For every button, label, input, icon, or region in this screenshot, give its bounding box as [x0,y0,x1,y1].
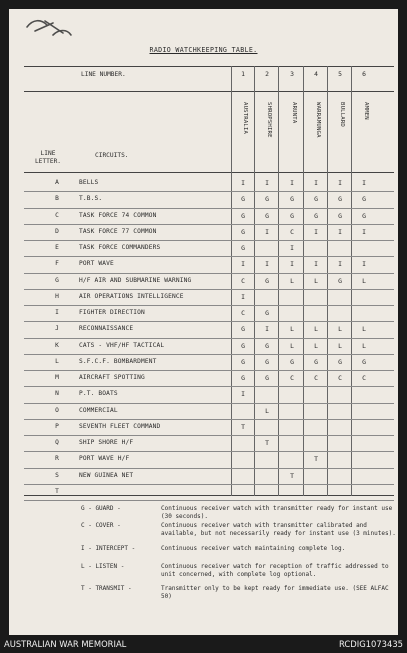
table-top-rule [24,66,394,67]
watch-cell: I [314,227,318,236]
watch-cell: I [314,260,318,269]
column-rule [327,66,328,496]
row-rule [24,338,394,339]
watch-cell: G [362,195,366,204]
circuit-name: TASK FORCE 77 COMMON [79,227,157,235]
watch-cell: L [314,276,318,285]
ship-name-2: SHROPSHIRE [266,102,272,138]
circuit-name: SEVENTH FLEET COMMAND [79,422,161,430]
watch-cell: G [241,211,245,220]
watch-cell: I [290,179,294,187]
legend-description: Continuous receiver watch with transmitter calibrated and available, but not necessarily ready for instant use (3 minutes). [161,522,396,538]
circuit-name: FIGHTER DIRECTION [79,309,145,316]
legend-code: T - TRANSMIT - [81,585,132,592]
watch-cell: G [290,357,294,366]
row-rule [24,468,394,469]
legend-code: I - INTERCEPT - [81,545,136,552]
line-letter-header: LINE LETTER. [34,150,62,165]
watch-cell: C [362,374,366,382]
ship-name-1: AUSTRALIA [242,102,248,135]
row-rule [24,191,394,192]
watch-cell: G [290,211,294,220]
circuit-name: TASK FORCE 74 COMMON [79,211,157,219]
line-letter: I [55,309,59,316]
line-letter: F [55,260,59,268]
watch-cell: I [265,260,269,269]
watch-cell: I [362,179,366,187]
watch-cell: G [362,211,366,220]
watch-cell: G [241,244,245,252]
column-rule [278,66,279,496]
circuit-name: P.T. BOATS [79,390,118,398]
watch-cell: G [241,374,245,382]
line-letter: C [55,211,59,219]
line-letter: P [55,422,59,430]
column-rule [351,66,352,496]
line-letter: L [55,357,59,365]
line-letter: O [55,406,59,414]
circuit-name: H/F AIR AND SUBMARINE WARNING [79,276,192,284]
row-rule [24,370,394,371]
line-number-3: 3 [290,70,294,78]
watch-cell: L [314,341,318,350]
watch-cell: I [265,179,269,187]
watch-cell: G [265,195,269,204]
watch-cell: G [314,195,318,204]
watch-cell: G [265,374,269,382]
line-letter: R [55,455,59,463]
row-rule [24,354,394,355]
watch-cell: I [265,227,269,236]
line-letter: D [55,227,59,235]
circuits-header: CIRCUITS. [95,152,129,159]
watch-cell: L [290,325,294,334]
line-number-2: 2 [265,70,269,78]
line-letter: J [55,325,59,333]
watch-cell: L [338,325,342,334]
circuit-name: RECONNAISSANCE [79,325,134,333]
legend-description: Transmitter only to be kept ready for immediate use. (SEE ALFAC 50) [161,585,389,601]
row-rule [24,273,394,274]
watch-cell: L [290,276,294,285]
watch-cell: G [314,357,318,366]
watch-cell: G [265,276,269,285]
circuit-name: TASK FORCE COMMANDERS [79,244,161,251]
ship-name-6: AMMEN [363,102,369,120]
row-rule [24,435,394,436]
legend-code: L - LISTEN - [81,563,125,570]
watch-cell: T [290,471,294,480]
watch-cell: G [290,195,294,204]
row-rule [24,500,394,501]
ship-name-5: BULLARD [339,102,345,127]
watch-cell: L [362,276,366,285]
watch-cell: I [241,179,245,187]
watch-cell: G [338,195,342,204]
circuits-header-rule [24,172,394,173]
watch-cell: G [265,341,269,350]
circuit-name: COMMERCIAL [79,406,118,414]
archive-footer [0,635,407,653]
circuit-name: SHIP SHORE H/F [79,439,134,446]
table-bottom-rule [24,495,394,496]
line-letter: B [55,195,59,203]
watch-cell: T [241,422,245,431]
header-rule [24,91,394,92]
line-letter: E [55,244,59,251]
circuit-name: BELLS [79,179,99,186]
line-number-header: LINE NUMBER. [81,71,126,78]
watch-cell: G [241,227,245,236]
row-rule [24,224,394,225]
watch-cell: I [265,325,269,334]
circuit-name: PORT WAVE [79,260,114,268]
watch-cell: I [314,179,318,187]
row-rule [24,484,394,485]
line-letter: N [55,390,59,398]
watch-cell: I [362,260,366,269]
watch-cell: L [290,341,294,350]
legend-description: Continuous receiver watch for reception of traffic addressed to unit concerned, with complete log optional. [161,563,389,579]
watch-cell: I [338,260,342,269]
watch-cell: G [314,211,318,220]
circuit-name: NEW GUINEA NET [79,471,134,479]
line-number-6: 6 [362,70,366,78]
watch-cell: G [265,211,269,220]
line-number-4: 4 [314,70,318,78]
ship-name-3: ARUNTA [291,102,297,124]
watch-cell: G [265,309,269,317]
footer-record-id: RCDIG1073435 [339,639,403,649]
handwritten-mark [23,15,75,39]
circuit-name: CATS - VHF/HF TACTICAL [79,341,165,349]
watch-cell: G [338,211,342,220]
watch-cell: T [314,455,318,464]
circuit-name: AIRCRAFT SPOTTING [79,374,145,381]
watch-cell: C [338,374,342,382]
legend-description: Continuous receiver watch maintaining complete log. [161,545,346,552]
watch-cell: G [362,357,366,366]
line-letter: G [55,276,59,284]
line-letter: K [55,341,59,349]
watch-cell: G [265,357,269,366]
legend-description: Continuous receiver watch with transmitter ready for instant use (30 seconds). [161,505,393,521]
line-letter: H [55,292,59,300]
watch-cell: I [290,260,294,269]
line-letter: A [55,179,59,186]
row-rule [24,419,394,420]
watch-cell: I [362,227,366,236]
column-rule [303,66,304,496]
watch-cell: G [338,276,342,285]
row-rule [24,321,394,322]
watch-cell: I [338,227,342,236]
legend-code: C - COVER - [81,522,121,529]
watch-cell: G [241,357,245,366]
row-rule [24,305,394,306]
watch-cell: C [241,309,245,317]
watch-cell: C [241,276,245,285]
watch-cell: C [290,227,294,236]
watch-cell: I [290,244,294,252]
line-number-1: 1 [241,70,245,78]
ship-name-4: WARRAMUNGA [315,102,321,138]
line-letter: T [55,487,59,495]
watch-cell: I [241,260,245,269]
watch-cell: G [338,357,342,366]
watch-cell: L [362,325,366,334]
row-rule [24,289,394,290]
watch-cell: I [241,292,245,301]
watch-cell: G [241,341,245,350]
row-rule [24,208,394,209]
row-rule [24,240,394,241]
circuit-name: S.F.C.F. BOMBARDMENT [79,357,157,365]
footer-credit: AUSTRALIAN WAR MEMORIAL [4,639,127,649]
watch-cell: T [265,439,269,447]
legend-code: G - GUARD - [81,505,121,512]
watch-cell: L [314,325,318,334]
watch-cell: C [290,374,294,382]
document-page [9,9,398,635]
watch-cell: L [338,341,342,350]
row-rule [24,451,394,452]
line-letter: M [55,374,59,381]
document-title: RADIO WATCHKEEPING TABLE. [149,46,258,54]
watch-cell: C [314,374,318,382]
row-rule [24,386,394,387]
column-rule [254,66,255,496]
watch-cell: I [241,390,245,399]
watch-cell: L [265,406,269,415]
line-letter: Q [55,439,59,446]
circuit-name: T.B.S. [79,195,103,203]
circuit-name: AIR OPERATIONS INTELLIGENCE [79,292,184,300]
watch-cell: I [338,179,342,187]
line-letter: S [55,471,59,479]
watch-cell: G [241,325,245,334]
line-number-5: 5 [338,70,342,78]
watch-cell: L [362,341,366,350]
row-rule [24,403,394,404]
row-rule [24,256,394,257]
watch-cell: G [241,195,245,204]
circuit-name: PORT WAVE H/F [79,455,130,463]
